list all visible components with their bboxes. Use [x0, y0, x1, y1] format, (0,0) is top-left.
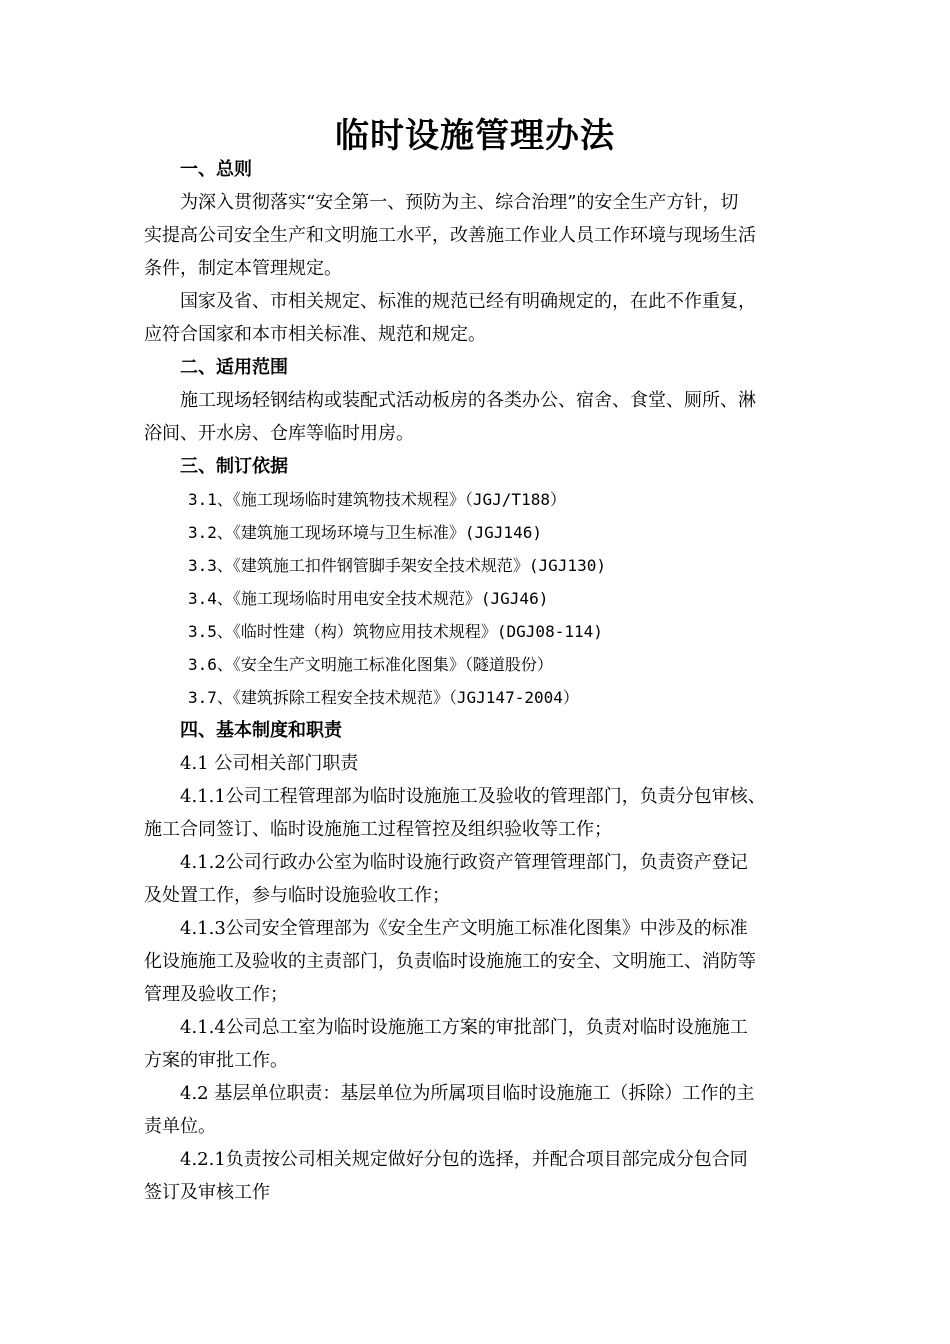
- text-line: 4.1.3公司安全管理部为《安全生产文明施工标准化图集》中涉及的标准: [180, 918, 748, 939]
- section-heading-general: 一、总则: [180, 159, 252, 180]
- reference-item: 3.4、《施工现场临时用电安全技术规范》(JGJ46): [188, 589, 549, 608]
- text-line: 施工合同签订、临时设施施工过程管控及组织验收等工作；: [144, 819, 612, 840]
- text-line: 浴间、开水房、仓库等临时用房。: [144, 423, 414, 444]
- section-heading-responsibilities: 四、基本制度和职责: [180, 720, 342, 741]
- text-line: 国家及省、市相关规定、标准的规范已经有明确规定的，在此不作重复，: [180, 291, 756, 312]
- text-line: 及处置工作，参与临时设施验收工作；: [144, 885, 450, 906]
- section-heading-basis: 三、制订依据: [180, 456, 288, 477]
- text-line: 条件，制定本管理规定。: [144, 258, 342, 279]
- text-line: 责单位。: [144, 1116, 216, 1137]
- text-line: 施工现场轻钢结构或装配式活动板房的各类办公、宿舍、食堂、厕所、淋: [180, 390, 756, 411]
- subsection-heading: 4.1 公司相关部门职责: [180, 753, 359, 774]
- text-line: 4.1.1公司工程管理部为临时设施施工及验收的管理部门，负责分包审核、: [180, 786, 766, 807]
- text-line: 4.1.2公司行政办公室为临时设施行政资产管理管理部门，负责资产登记: [180, 852, 748, 873]
- paragraph-general-1: [144, 186, 804, 285]
- reference-list: [144, 483, 804, 714]
- reference-item: 3.2、《建筑施工现场环境与卫生标准》(JGJ146): [188, 523, 542, 542]
- paragraph-4-1-1: [144, 780, 804, 846]
- text-line: 4.2.1负责按公司相关规定做好分包的选择，并配合项目部完成分包合同: [180, 1149, 748, 1170]
- text-line: 管理及验收工作；: [144, 984, 288, 1005]
- reference-item: 3.7、《建筑拆除工程安全技术规范》（JGJ147-2004）: [188, 688, 579, 707]
- reference-item: 3.1、《施工现场临时建筑物技术规程》（JGJ/T188）: [188, 490, 566, 509]
- text-line: 实提高公司安全生产和文明施工水平，改善施工作业人员工作环境与现场生活: [144, 225, 756, 246]
- text-line: 应符合国家和本市相关标准、规范和规定。: [144, 324, 486, 345]
- paragraph-4-2-1: [144, 1143, 804, 1209]
- paragraph-general-2: [144, 285, 804, 351]
- text-line: 4.1.4公司总工室为临时设施施工方案的审批部门，负责对临时设施施工: [180, 1017, 748, 1038]
- paragraph-4-1-3: [144, 912, 804, 1011]
- paragraph-4-1-2: [144, 846, 804, 912]
- document-body: [144, 153, 804, 1209]
- reference-item: 3.3、《建筑施工扣件钢管脚手架安全技术规范》(JGJ130): [188, 556, 606, 575]
- text-line: 化设施施工及验收的主责部门，负责临时设施施工的安全、文明施工、消防等: [144, 951, 756, 972]
- reference-item: 3.5、《临时性建（构）筑物应用技术规程》(DGJ08-114): [188, 622, 603, 641]
- section-heading-scope: 二、适用范围: [180, 357, 288, 378]
- paragraph-4-2: [144, 1077, 804, 1143]
- document-title: 临时设施管理办法: [335, 116, 615, 156]
- text-line: 签订及审核工作: [144, 1182, 270, 1203]
- text-line: 4.2 基层单位职责：基层单位为所属项目临时设施施工（拆除）工作的主: [180, 1083, 755, 1104]
- paragraph-4-1-4: [144, 1011, 804, 1077]
- reference-item: 3.6、《安全生产文明施工标准化图集》（隧道股份）: [188, 655, 553, 674]
- text-line: 为深入贯彻落实“安全第一、预防为主、综合治理”的安全生产方针，切: [180, 192, 739, 213]
- text-line: 方案的审批工作。: [144, 1050, 288, 1071]
- paragraph-scope: [144, 384, 804, 450]
